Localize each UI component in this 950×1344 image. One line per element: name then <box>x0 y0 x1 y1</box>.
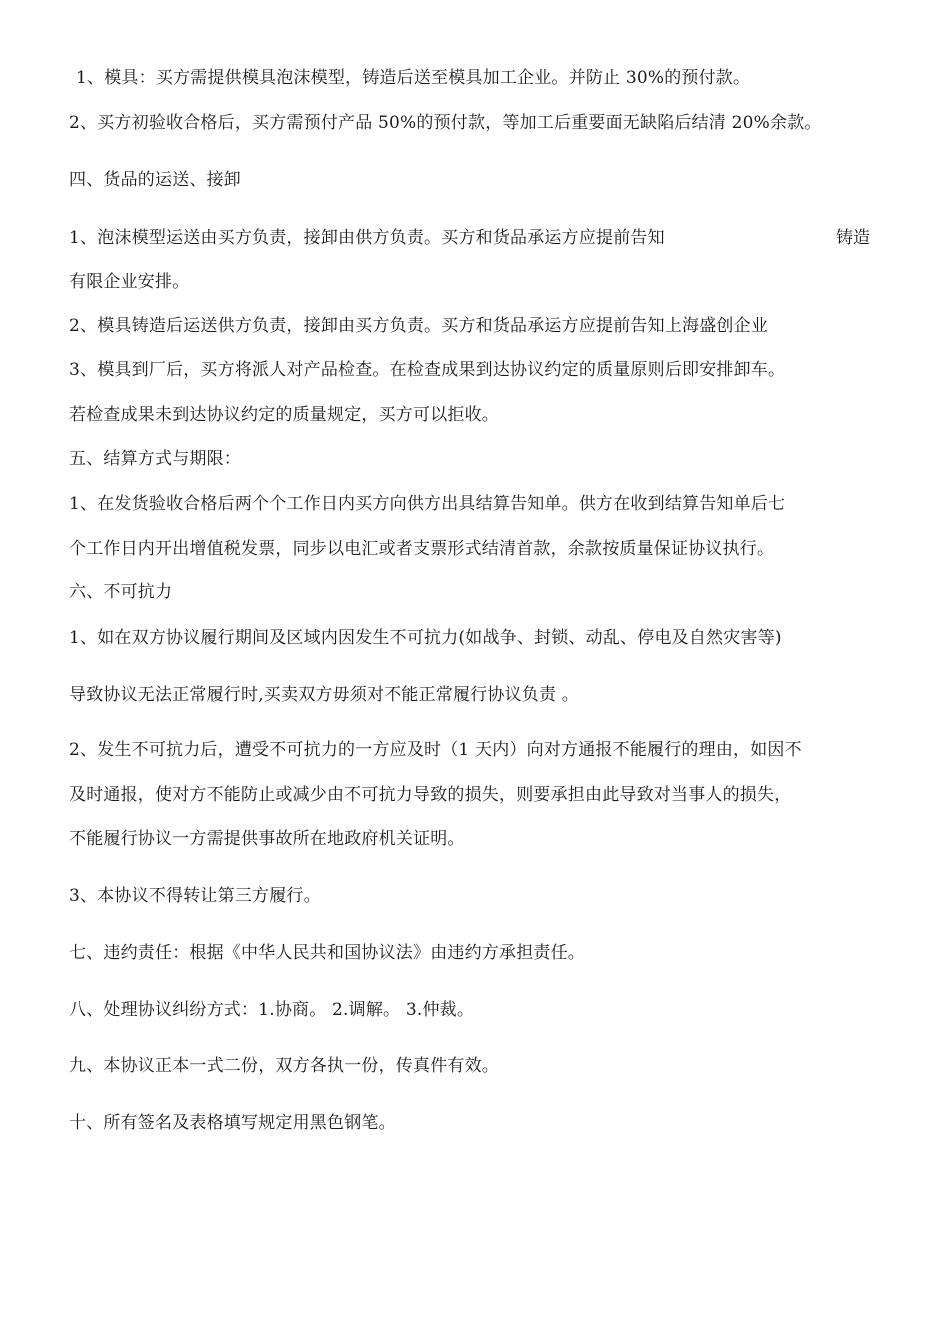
section-heading: 四、货品的运送、接卸 <box>69 170 241 190</box>
section-heading: 八、处理协议纠纷方式：1.协商。 2.调解。 3.仲裁。 <box>69 1000 475 1020</box>
text-line: 3、本协议不得转让第三方履行。 <box>69 886 321 906</box>
text-line: 不能履行协议一方需提供事故所在地政府机关证明。 <box>69 829 465 849</box>
text-line: 个工作日内开出增值税发票，同步以电汇或者支票形式结清首款，余款按质量保证协议执行。 <box>69 539 775 559</box>
section-heading: 六、不可抗力 <box>69 582 173 602</box>
section-heading: 九、本协议正本一式二份，双方各执一份，传真件有效。 <box>69 1056 499 1076</box>
text-line: 若检查成果未到达协议约定的质量规定，买方可以拒收。 <box>69 405 499 425</box>
text-line: 及时通报，使对方不能防止或减少由不可抗力导致的损失，则要承担由此导致对当事人的损失， <box>69 785 792 805</box>
text-line: 3、模具到厂后，买方将派人对产品检查。在检查成果到达协议约定的质量原则后即安排卸车。 <box>69 360 786 380</box>
text-line: 2、发生不可抗力后，遭受不可抗力的一方应及时（1 天内）向对方通报不能履行的理由，如因不 <box>69 740 802 760</box>
text-line: 有限企业安排。 <box>69 272 190 292</box>
text-line: 1、模具：买方需提供模具泡沫模型，铸造后送至模具加工企业。并防止 30%的预付款。 <box>76 68 751 88</box>
text-line: 1、如在双方协议履行期间及区域内因发生不可抗力(如战争、封锁、动乱、停电及自然灾害等) <box>69 628 782 648</box>
section-heading: 七、违约责任：根据《中华人民共和国协议法》由违约方承担责任。 <box>69 943 585 963</box>
text-line: 导致协议无法正常履行时,买卖双方毋须对不能正常履行协议负责 。 <box>69 685 580 705</box>
text-line: 2、模具铸造后运送供方负责，接卸由买方负责。买方和货品承运方应提前告知上海盛创企业 <box>69 316 769 336</box>
text-line: 铸造 <box>836 228 870 248</box>
text-line: 1、在发货验收合格后两个个工作日内买方向供方出具结算告知单。供方在收到结算告知单后七 <box>69 494 786 514</box>
text-line: 2、买方初验收合格后，买方需预付产品 50%的预付款，等加工后重要面无缺陷后结清 20%余款。 <box>69 113 822 133</box>
section-heading: 五、结算方式与期限： <box>69 449 241 469</box>
text-line: 1、泡沫模型运送由买方负责，接卸由供方负责。买方和货品承运方应提前告知 <box>69 228 665 248</box>
section-heading: 十、所有签名及表格填写规定用黑色钢笔。 <box>69 1113 396 1133</box>
